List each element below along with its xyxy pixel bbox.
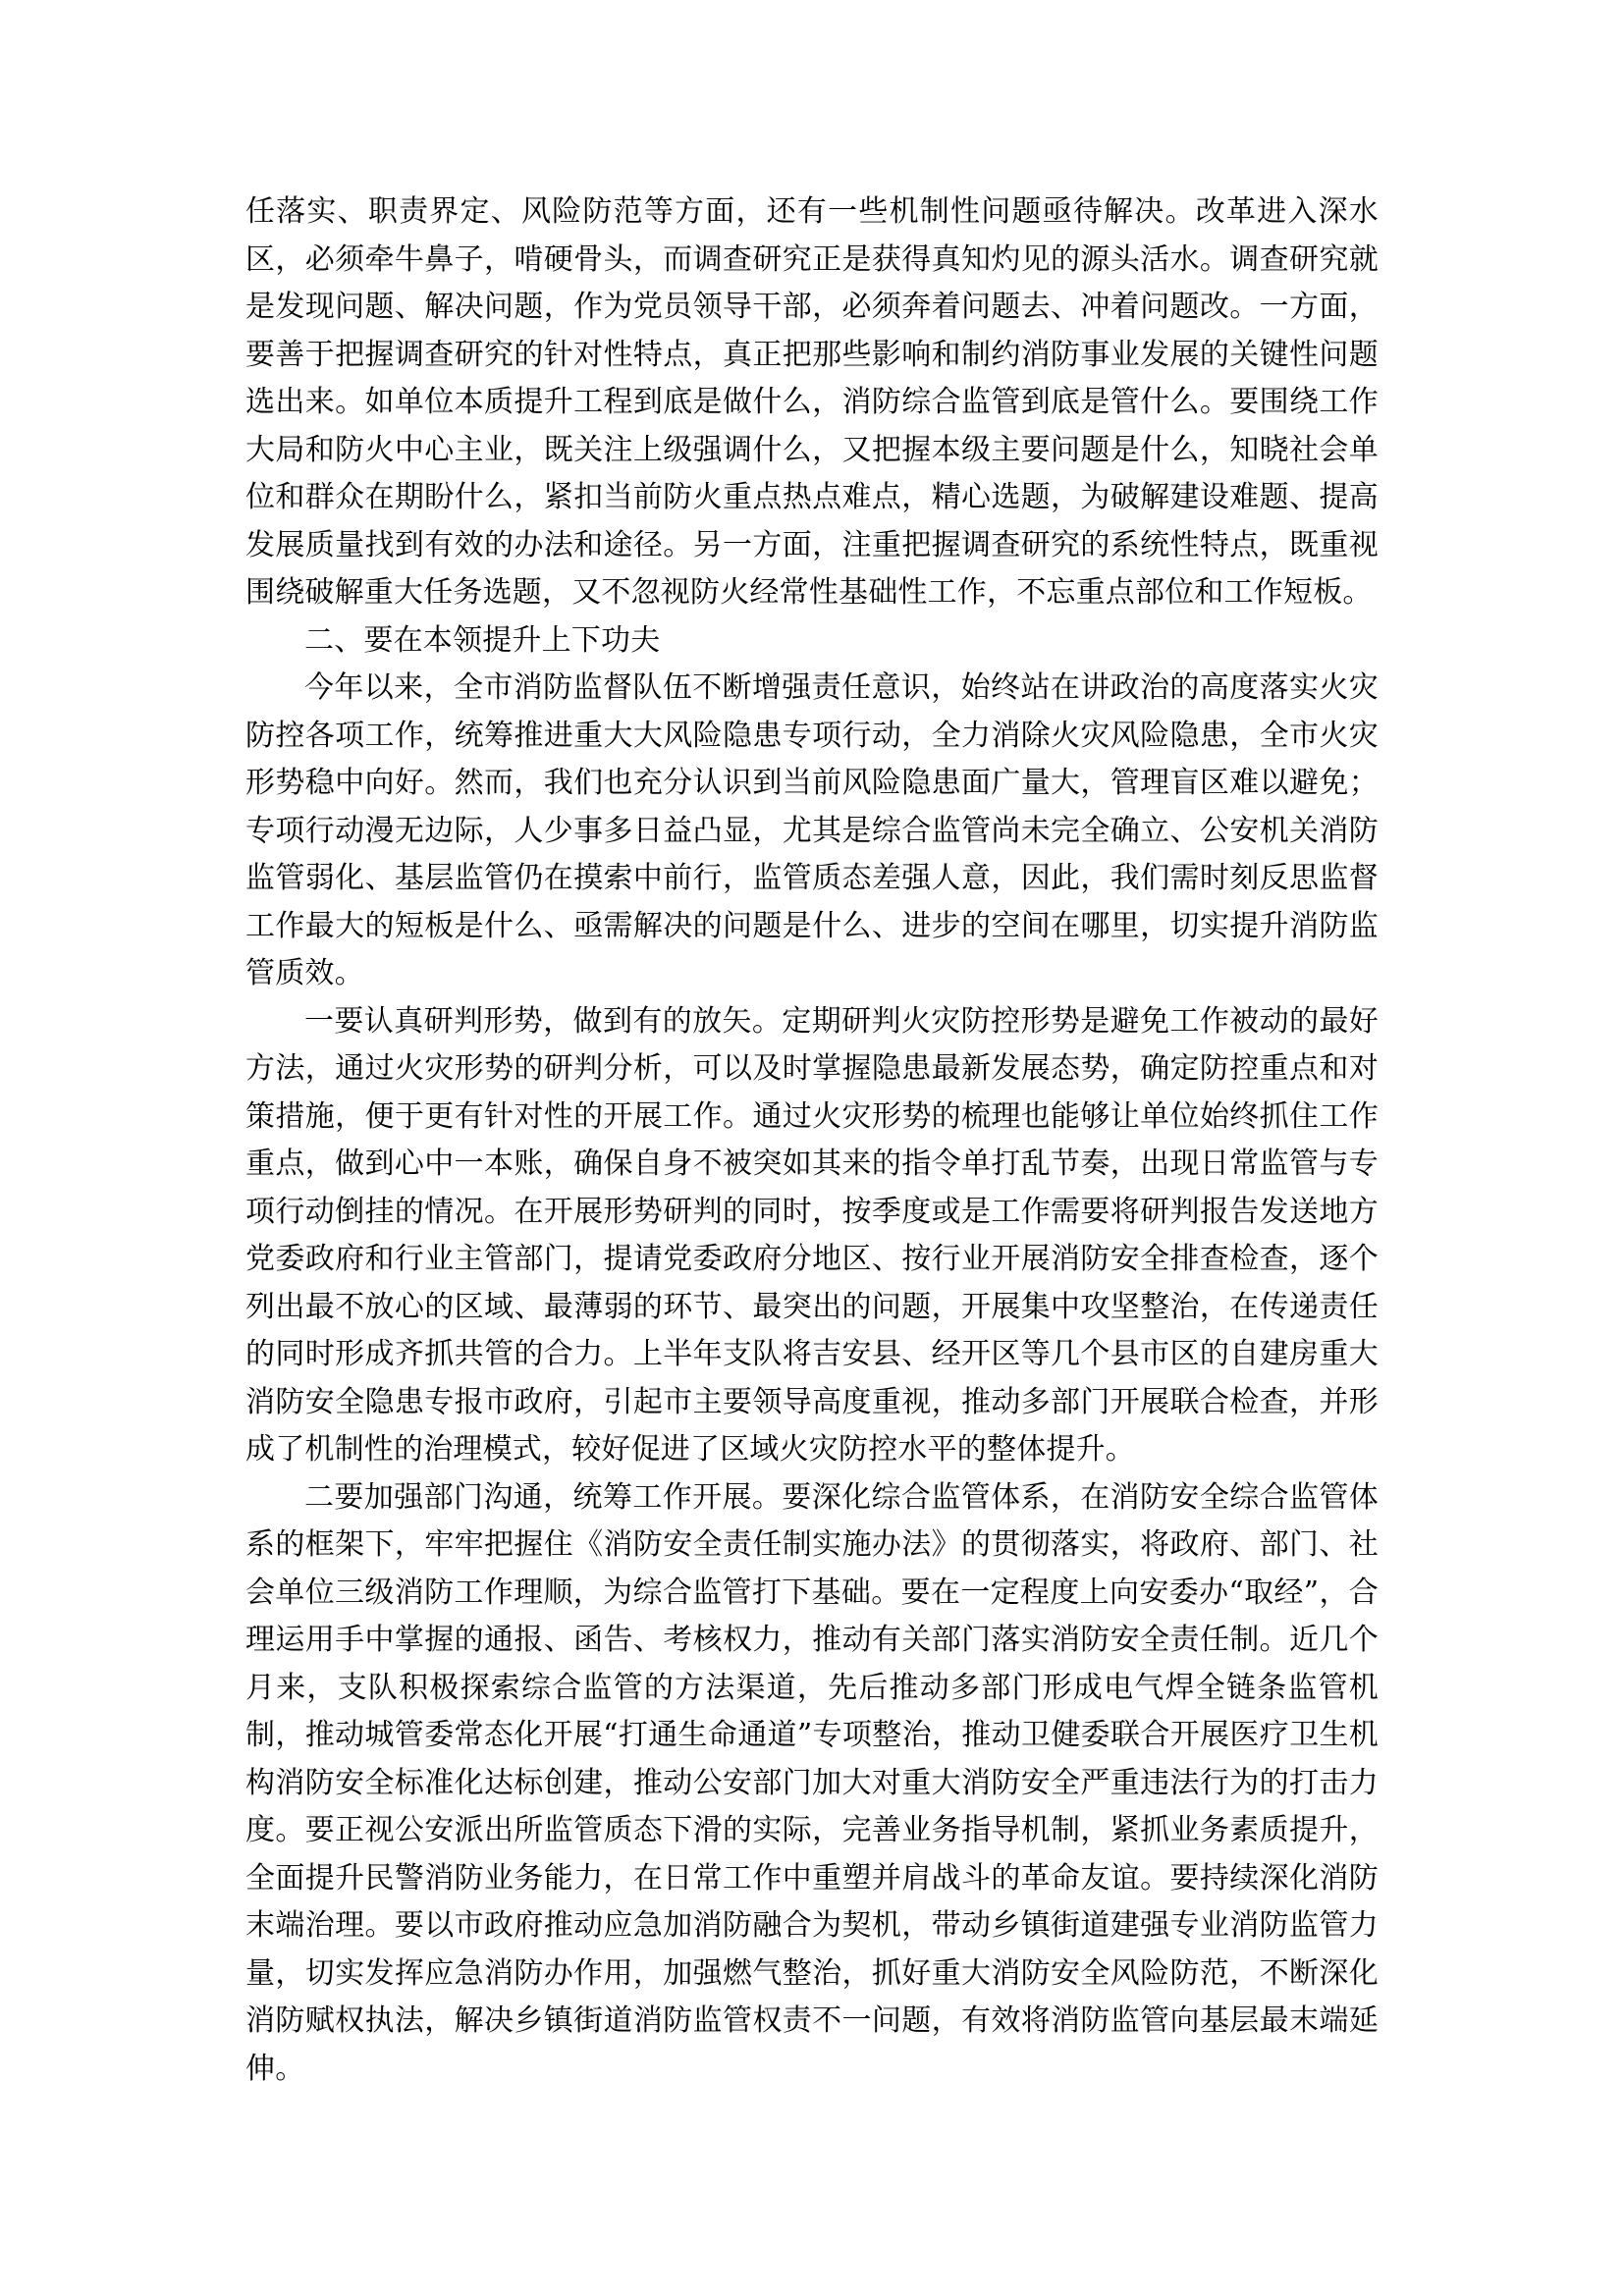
paragraph-overview: 今年以来，全市消防监督队伍不断增强责任意识，始终站在讲政治的高度落实火灾防控各项工作，统筹推进重大大风险隐患专项行动，全力消除火灾风险隐患，全市火灾形势稳中向好。然而，我们也充分认识到当前风险隐患面广量大，管理盲区难以避免；专项行动漫无边际，人少事多日益凸显，尤其是综合监管尚未完全确立、公安机关消防监管弱化、基层监管仍在摸索中前行，监管质态差强人意，因此，我们需时刻反思监督工作最大的短板是什么、亟需解决的问题是什么、进步的空间在哪里，切实提升消防监管质效。: [245, 670, 1379, 990]
document-body: [245, 188, 1379, 2093]
paragraph-continuation: 任落实、职责界定、风险防范等方面，还有一些机制性问题亟待解决。改革进入深水区，必须牵牛鼻子，啃硬骨头，而调查研究正是获得真知灼见的源头活水。调查研究就是发现问题、解决问题，作为党员领导干部，必须奔着问题去、冲着问题改。一方面，要善于把握调查研究的针对性特点，真正把那些影响和制约消防事业发展的关键性问题选出来。如单位本质提升工程到底是做什么，消防综合监管到底是管什么。要围绕工作大局和防火中心主业，既关注上级强调什么，又把握本级主要问题是什么，知晓社会单位和群众在期盼什么，紧扣当前防火重点热点难点，精心选题，为破解建设难题、提高发展质量找到有效的办法和途径。另一方面，注重把握调查研究的系统性特点，既重视围绕破解重大任务选题，又不忽视防火经常性基础性工作，不忘重点部位和工作短板。: [245, 194, 1379, 610]
paragraph-point-two: 二要加强部门沟通，统筹工作开展。要深化综合监管体系，在消防安全综合监管体系的框架下，牢牢把握住《消防安全责任制实施办法》的贯彻落实，将政府、部门、社会单位三级消防工作理顺，为综合监管打下基础。要在一定程度上向安委办“取经”，合理运用手中掌握的通报、函告、考核权力，推动有关部门落实消防安全责任制。近几个月来，支队积极探索综合监管的方法渠道，先后推动多部门形成电气焊全链条监管机制，推动城管委常态化开展“打通生命通道”专项整治，推动卫健委联合开展医疗卫生机构消防安全标准化达标创建，推动公安部门加大对重大消防安全严重违法行为的打击力度。要正视公安派出所监管质态下滑的实际，完善业务指导机制，紧抓业务素质提升，全面提升民警消防业务能力，在日常工作中重塑并肩战斗的革命友谊。要持续深化消防末端治理。要以市政府推动应急加消防融合为契机，带动乡镇街道建强专业消防监管力量，切实发挥应急消防办作用，加强燃气整治，抓好重大消防安全风险防范，不断深化消防赋权执法，解决乡镇街道消防监管权责不一问题，有效将消防监管向基层最末端延伸。: [245, 1479, 1379, 2086]
paragraph-point-one: 一要认真研判形势，做到有的放矢。定期研判火灾防控形势是避免工作被动的最好方法，通过火灾形势的研判分析，可以及时掌握隐患最新发展态势，确定防控重点和对策措施，便于更有针对性的开展工作。通过火灾形势的梳理也能够让单位始终抓住工作重点，做到心中一本账，确保自身不被突如其来的指令单打乱节奏，出现日常监管与专项行动倒挂的情况。在开展形势研判的同时，按季度或是工作需要将研判报告发送地方党委政府和行业主管部门，提请党委政府分地区、按行业开展消防安全排查检查，逐个列出最不放心的区域、最薄弱的环节、最突出的问题，开展集中攻坚整治，在传递责任的同时形成齐抓共管的合力。上半年支队将吉安县、经开区等几个县市区的自建房重大消防安全隐患专报市政府，引起市主要领导高度重视，推动多部门开展联合检查，并形成了机制性的治理模式，较好促进了区域火灾防控水平的整体提升。: [245, 1003, 1379, 1467]
section-heading: 二、要在本领提升上下功夫: [304, 622, 661, 658]
